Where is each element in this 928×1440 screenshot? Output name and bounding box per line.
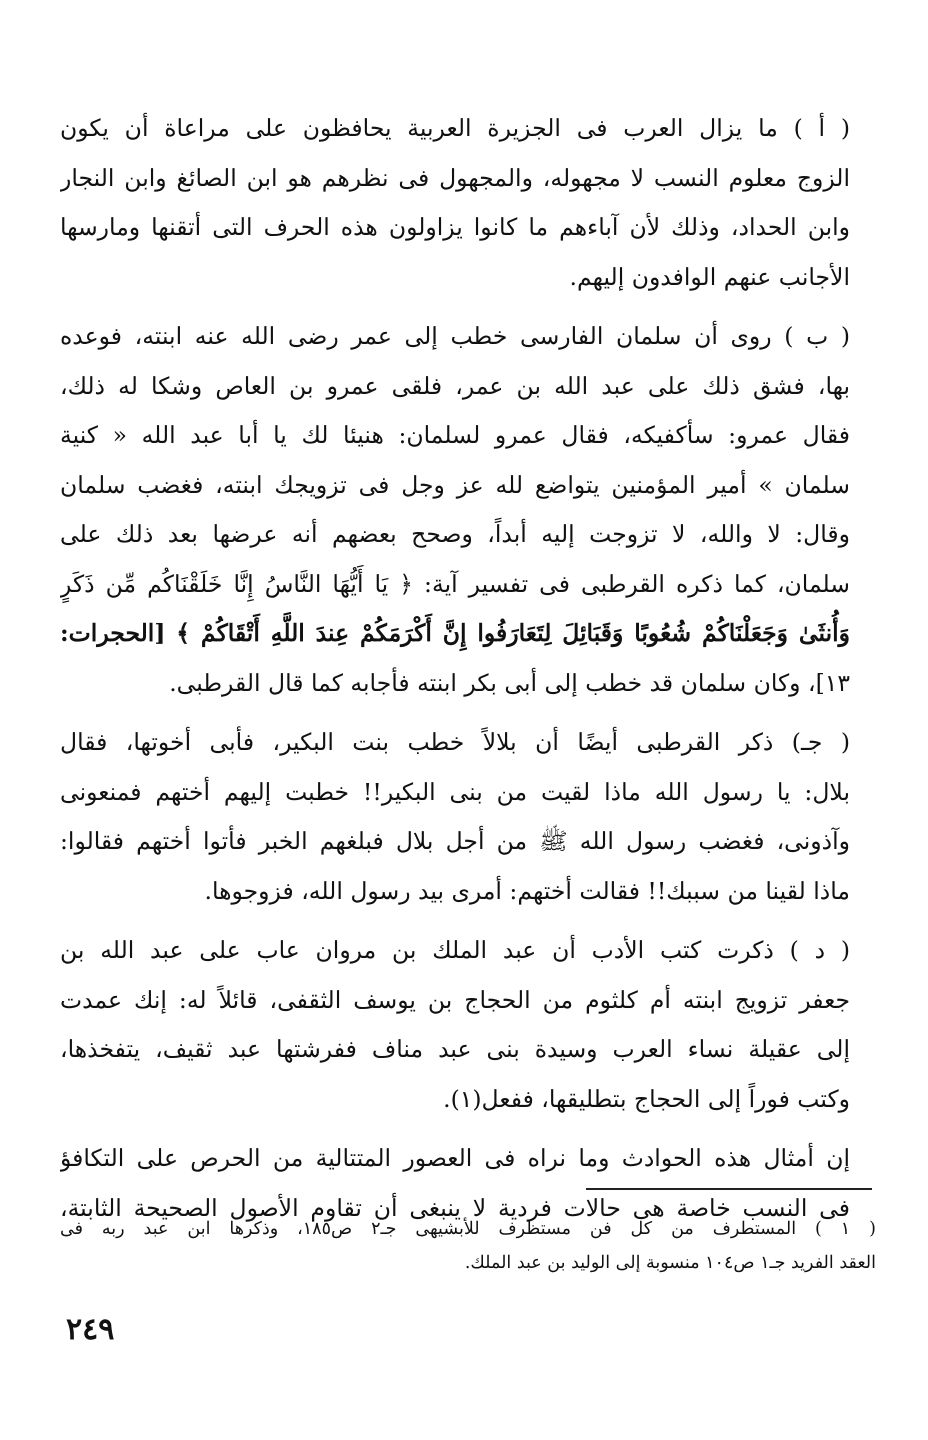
text-line: وابن الحداد، وذلك لأن آباءهم ما كانوا يزاولون هذه الحرف التى أتقنها ومارسها	[60, 213, 850, 241]
text-line: ( ب ) روى أن سلمان الفارسى خطب إلى عمر رضى الله عنه ابنته، فوعده	[60, 322, 850, 350]
paragraph-d	[60, 926, 876, 1124]
text-line: الأجانب عنهم الوافدون إليهم.	[569, 262, 850, 291]
main-text	[60, 104, 876, 1243]
text-line: جعفر تزويج ابنته أم كلثوم من الحجاج بن يوسف الثقفى، قائلاً له: إنك عمدت	[60, 985, 850, 1014]
footnote	[60, 1212, 876, 1280]
text-line: فى النسب خاصة هى حالات فردية لا ينبغى أن تقاوم الأصول الصحيحة الثابتة،	[60, 1193, 850, 1222]
text-line: الزوج معلوم النسب لا مجهوله، والمجهول فى نظرهم هو ابن الصائغ وابن النجار	[60, 163, 850, 192]
footnote-line: العقد الفريد جـ١ ص١٠٤ منسوبة إلى الوليد بن عبد الملك.	[464, 1253, 876, 1273]
text-line: وقال: لا والله، لا تزوجت إليه أبداً، وصحح بعضهم أنه عرضها بعد ذلك على	[60, 520, 850, 548]
text-line: ١٣]، وكان سلمان قد خطب إلى أبى بكر ابنته فأجابه كما قال القرطبى.	[169, 668, 850, 697]
paragraph-a	[60, 104, 876, 302]
text-line: إلى عقيلة نساء العرب وسيدة بنى عبد مناف ففرشتها عبد ثقيف، يتفخذها،	[60, 1035, 850, 1063]
text-line: ( جـ) ذكر القرطبى أيضًا أن بلالاً خطب بنت البكير، فأبى أخوتها، فقال	[60, 728, 850, 756]
text-line: بلال: يا رسول الله ماذا لقيت من بنى البكير!! خطبت إليهم أختهم فمنعونى	[60, 777, 850, 806]
text-line: سلمان » أمير المؤمنين يتواضع لله عز وجل فى تزويجك ابنته، فغضب سلمان	[60, 470, 850, 499]
text-line: ماذا لقينا من سببك!! فقالت أختهم: أمرى بيد رسول الله، فزوجوها.	[204, 876, 850, 905]
text-line: وآذونى، فغضب رسول الله ﷺ من أجل بلال فبلغهم الخبر فأتوا أختهم فقالوا:	[60, 827, 850, 855]
paragraph-c	[60, 718, 876, 916]
page-number: ٢٤٩	[66, 1312, 115, 1347]
text-line: وكتب فوراً إلى الحجاج بتطليقها، ففعل(١).	[443, 1084, 850, 1113]
text-line: ( د ) ذكرت كتب الأدب أن عبد الملك بن مروان عاب على عبد الله بن	[60, 936, 850, 964]
footnote-divider	[586, 1188, 872, 1190]
text-line: إن أمثال هذه الحوادث وما نراه فى العصور المتتالية من الحرص على التكافؤ	[60, 1144, 850, 1172]
paragraph-b	[60, 312, 876, 708]
text-line: ( أ ) ما يزال العرب فى الجزيرة العربية يحافظون على مراعاة أن يكون	[60, 114, 850, 142]
text-line: فقال عمرو: سأكفيكه، فقال عمرو لسلمان: هنيئا لك يا أبا عبد الله « كنية	[60, 421, 850, 449]
footnote-line: ( ١ ) المستطرف من كل فن مستظرف للأبشيهى جـ٢ ص١٨٥، وذكرها ابن عبد ربه فى	[60, 1219, 876, 1239]
text-line: بها، فشق ذلك على عبد الله بن عمر، فلقى عمرو بن العاص وشكا له ذلك،	[60, 371, 850, 400]
quran-verse-line: وَأُنثَىٰ وَجَعَلْنَاكُمْ شُعُوبًا وَقَبَائِلَ لِتَعَارَفُوا إِنَّ أَكْرَمَكُمْ عِندَ اللَّهِ أَتْقَاكُمْ ﴾ [الحجرات:	[60, 619, 850, 647]
text-line: سلمان، كما ذكره القرطبى فى تفسير آية: ﴿ يَا أَيُّهَا النَّاسُ إِنَّا خَلَقْنَاكُم مِّن ذَكَرٍ	[60, 569, 850, 598]
